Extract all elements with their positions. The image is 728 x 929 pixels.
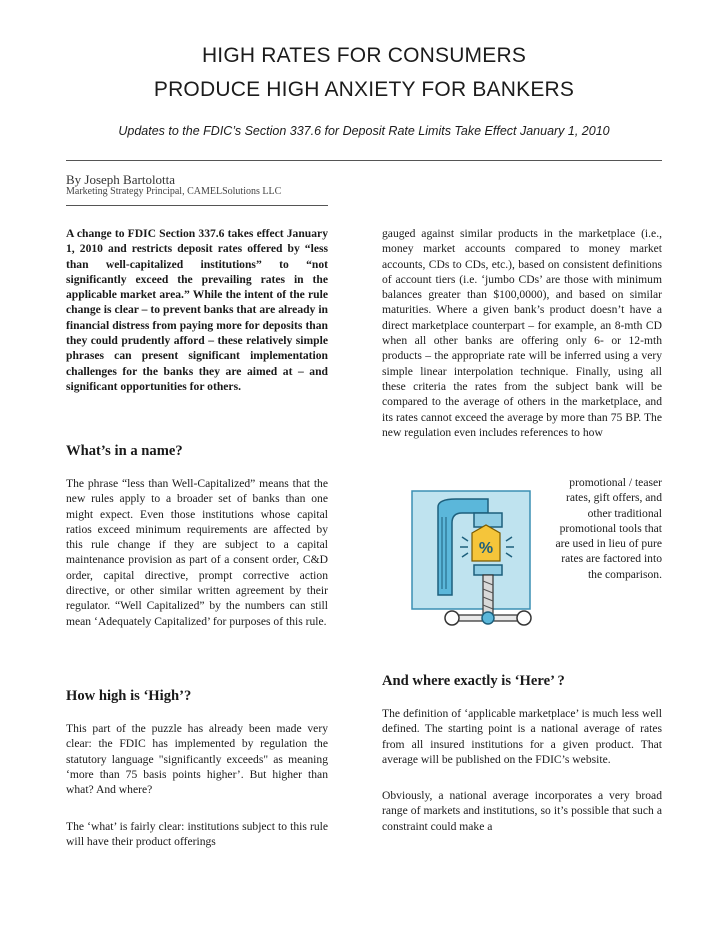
- left-paragraph-3-text: The ‘what’ is fairly clear: institutions subject to this rule will have their product offerings: [66, 820, 328, 849]
- percent-label: %: [478, 540, 494, 557]
- heading-whats-in-a-name: What’s in a name?: [66, 443, 183, 459]
- author-byline: By Joseph Bartolotta: [66, 172, 176, 187]
- title-line-1: HIGH RATES FOR CONSUMERS: [201, 44, 527, 67]
- header-divider: [66, 160, 662, 161]
- right-paragraph-3-text: Obviously, a national average incorporates a very broad range of markets and institutions, so it’s possible that such a constraint could make a: [382, 789, 662, 833]
- vise-clamp-icon: [382, 477, 542, 655]
- right-paragraph-1: [382, 226, 662, 440]
- byline-divider: [66, 205, 328, 206]
- left-paragraph-2-text: This part of the puzzle has already been made very clear: the FDIC has implemented by regulation the statutory language "significantly exceeds" as meaning ‘more than 75 basis points higher’. But higher than what? And where?: [66, 722, 328, 797]
- intro-paragraph: [66, 226, 328, 394]
- right-paragraph-1-text: gauged against similar products in the marketplace (i.e., money market accounts compared to money market accounts, CDs to CDs, etc.), based on consistent definitions of account tiers (i.e. ‘jumbo CDs’ are those with minimum balances greater than $100,0000), and based on similar maturities. Where a given bank’s product doesn’t have a direct marketplace counterpart – for example, an 8-mth CD when all other banks are offering only 6- or 12-mth products – the appropriate rate will be inferred using a very simple linear interpolation technique. Finally, using all these criteria the rates from the subject bank will be compared to the average of others in the marketplace, and its rates cannot exceed the average by more than 75 BP. The new regulation even includes references to how: [382, 227, 662, 439]
- right-paragraph-2: [382, 706, 662, 767]
- left-paragraph-1: [66, 476, 328, 629]
- left-paragraph-1-text: The phrase “less than Well-Capitalized” means that the new rules apply to a broader set of banks than one might expect. Even those institutions whose capital ratios exceed minimum requirements are affected by this rule change if they are subject to a capital maintenance provision as part of a consent order, C&D order, capital directive, prompt corrective action directive, or other similar written agreement by their regulator. “Well Capitalized” by the numbers can still mean ‘Adequately Capitalized’ for purposes of this rule.: [66, 477, 328, 628]
- subtitle: Updates to the FDIC’s Section 337.6 for Deposit Rate Limits Take Effect January 1, 2010: [118, 124, 610, 138]
- author-role: Marketing Strategy Principal, CAMELSolutions LLC: [66, 186, 282, 197]
- title-line-2: PRODUCE HIGH ANXIETY FOR BANKERS: [153, 78, 575, 101]
- left-paragraph-2: [66, 721, 328, 797]
- right-wrap-text: promotional / teaser rates, gift offers, and other traditional promotional tools that are used in lieu of pure rates are factored into the comparison.: [555, 476, 662, 581]
- right-paragraph-2-text: The definition of ‘applicable marketplace’ is much less well defined. The starting point is a national average of rates from all insured institutions for a given product. That average will be published on the FDIC’s website.: [382, 707, 662, 766]
- heading-where-is-here: And where exactly is ‘Here’ ?: [382, 673, 565, 689]
- heading-how-high: How high is ‘High’?: [66, 688, 192, 704]
- right-wrap-block: [382, 475, 662, 657]
- left-paragraph-3: [66, 819, 328, 850]
- clamp-illustration: [382, 477, 542, 655]
- intro-text: A change to FDIC Section 337.6 takes effect January 1, 2010 and restricts deposit rates offered by “less than well-capitalized institutions” to “not significantly exceed the prevailing rates in the applicable market area.” While the intent of the rule change is clear – to prevent banks that are already in financial distress from paying more for deposits than they could prudently afford – these relatively simple phrases can present significant implementation challenges for the banks they are aimed at – and significant opportunities for others.: [66, 227, 328, 393]
- right-paragraph-3: [382, 788, 662, 834]
